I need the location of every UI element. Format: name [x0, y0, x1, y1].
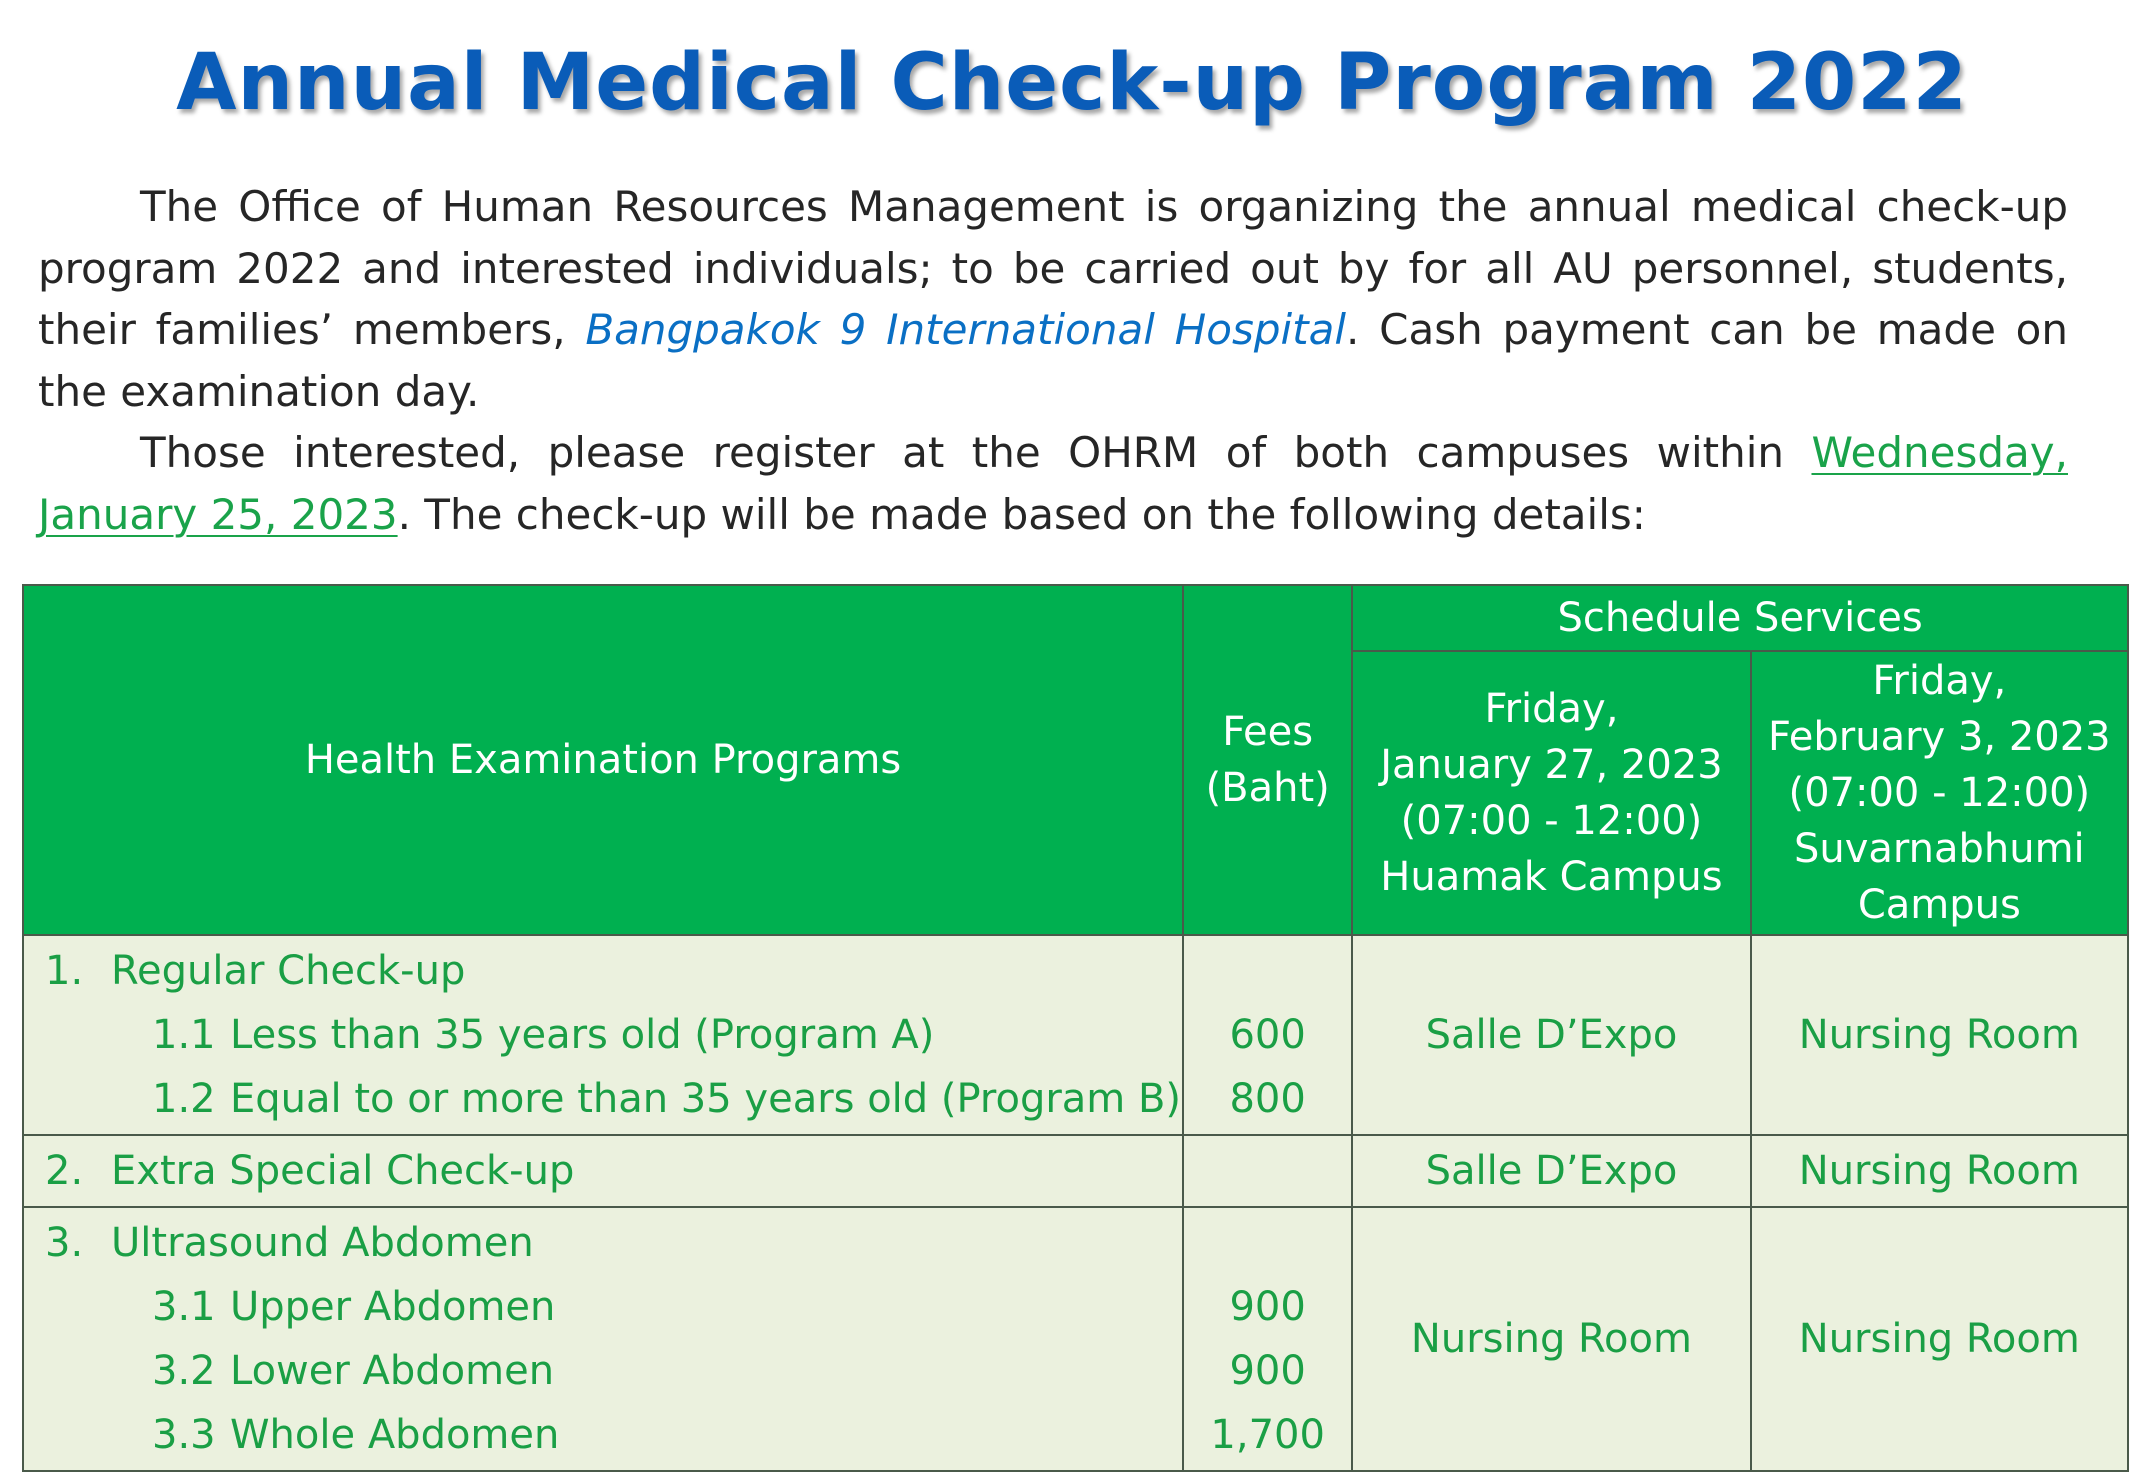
header-huamak-line: Friday,: [1484, 686, 1619, 732]
intro-p1-after: . Cash payment can be made on the examination day.: [38, 305, 2068, 416]
huamak-location: Nursing Room: [1352, 1207, 1750, 1471]
program-group-title: [25, 1211, 1181, 1275]
huamak-location: Salle D’Expo: [1352, 935, 1750, 1135]
header-fees-line1: Fees: [1222, 709, 1314, 755]
intro-paragraph-1: [38, 176, 2068, 422]
program-sub-item: [25, 1067, 1181, 1131]
header-schedule-services: Schedule Services: [1352, 585, 2128, 651]
header-huamak: [1352, 651, 1750, 935]
program-cell: [23, 1135, 1183, 1207]
program-sub-name: Upper Abdomen: [230, 1284, 556, 1330]
program-sub-item: [25, 1403, 1181, 1467]
program-sub-name: Equal to or more than 35 years old (Program B): [230, 1076, 1182, 1122]
header-fees-line2: (Baht): [1205, 765, 1330, 811]
intro-paragraph-2: [38, 422, 2068, 545]
fee-value: 600: [1229, 1012, 1306, 1058]
suvarnabhumi-location: Nursing Room: [1751, 1135, 2128, 1207]
program-sub-item: [25, 1339, 1181, 1403]
program-sub-number: 3.3: [152, 1412, 216, 1458]
hospital-name: Bangpakok 9 International Hospital: [585, 305, 1347, 354]
program-name: Regular Check-up: [111, 948, 466, 994]
fee-value: 900: [1229, 1348, 1306, 1394]
header-programs: Health Examination Programs: [23, 585, 1183, 935]
intro-p2-after: . The check-up will be made based on the following details:: [397, 489, 1646, 539]
program-sub-number: 1.1: [152, 1012, 216, 1058]
page-title: Annual Medical Check-up Program 2022: [176, 38, 1968, 128]
suvarnabhumi-location: Nursing Room: [1751, 1207, 2128, 1471]
table-row: [23, 1207, 2128, 1471]
program-sub-name: Less than 35 years old (Program A): [230, 1012, 935, 1058]
program-sub-item: [25, 1003, 1181, 1067]
intro-p1-before: The Office of Human Resources Management is organizing the annual medical check-up program 2022 and interested individuals; to be carried out by for all AU personnel, students, their families’ members,: [38, 182, 2068, 354]
program-sub-name: Whole Abdomen: [230, 1412, 560, 1458]
table-row: [23, 935, 2128, 1135]
suvarnabhumi-location: Nursing Room: [1751, 935, 2128, 1135]
huamak-location: Salle D’Expo: [1352, 1135, 1750, 1207]
program-sub-number: 3.1: [152, 1284, 216, 1330]
fee-value: 1,700: [1210, 1412, 1325, 1458]
header-huamak-line: Huamak Campus: [1380, 854, 1723, 900]
header-huamak-line: (07:00 - 12:00): [1400, 798, 1703, 844]
header-suvarnabhumi-line: Campus: [1857, 882, 2021, 928]
program-number: 1.: [45, 948, 84, 994]
program-name: Ultrasound Abdomen: [111, 1220, 534, 1266]
table-row: [23, 1135, 2128, 1207]
program-number: 2.: [45, 1148, 84, 1194]
registration-deadline: Wednesday, January 25, 2023: [38, 428, 2068, 539]
fee-value: 900: [1229, 1284, 1306, 1330]
program-sub-item: [25, 1275, 1181, 1339]
fee-cell: [1183, 935, 1352, 1135]
program-group-title: [25, 1139, 1181, 1203]
schedule-table: [22, 584, 2129, 1472]
intro-p2-before: Those interested, please register at the OHRM of both campuses within: [140, 428, 1812, 477]
intro-text: [38, 176, 2068, 545]
fee-cell: [1183, 1207, 1352, 1471]
program-sub-number: 3.2: [152, 1348, 216, 1394]
program-sub-number: 1.2: [152, 1076, 216, 1122]
fee-cell: [1183, 1135, 1352, 1207]
program-name: Extra Special Check-up: [111, 1148, 575, 1194]
header-huamak-line: January 27, 2023: [1380, 742, 1723, 788]
program-sub-name: Lower Abdomen: [230, 1348, 555, 1394]
header-suvarnabhumi-line: Friday,: [1872, 658, 2007, 704]
header-suvarnabhumi-line: (07:00 - 12:00): [1788, 770, 2091, 816]
header-fees: [1183, 585, 1352, 935]
header-suvarnabhumi-line: February 3, 2023: [1767, 714, 2111, 760]
header-suvarnabhumi-line: Suvarnabhumi: [1793, 826, 2085, 872]
header-suvarnabhumi: [1751, 651, 2128, 935]
program-cell: [23, 1207, 1183, 1471]
program-group-title: [25, 939, 1181, 1003]
program-number: 3.: [45, 1220, 84, 1266]
program-cell: [23, 935, 1183, 1135]
fee-value: 800: [1229, 1076, 1306, 1122]
